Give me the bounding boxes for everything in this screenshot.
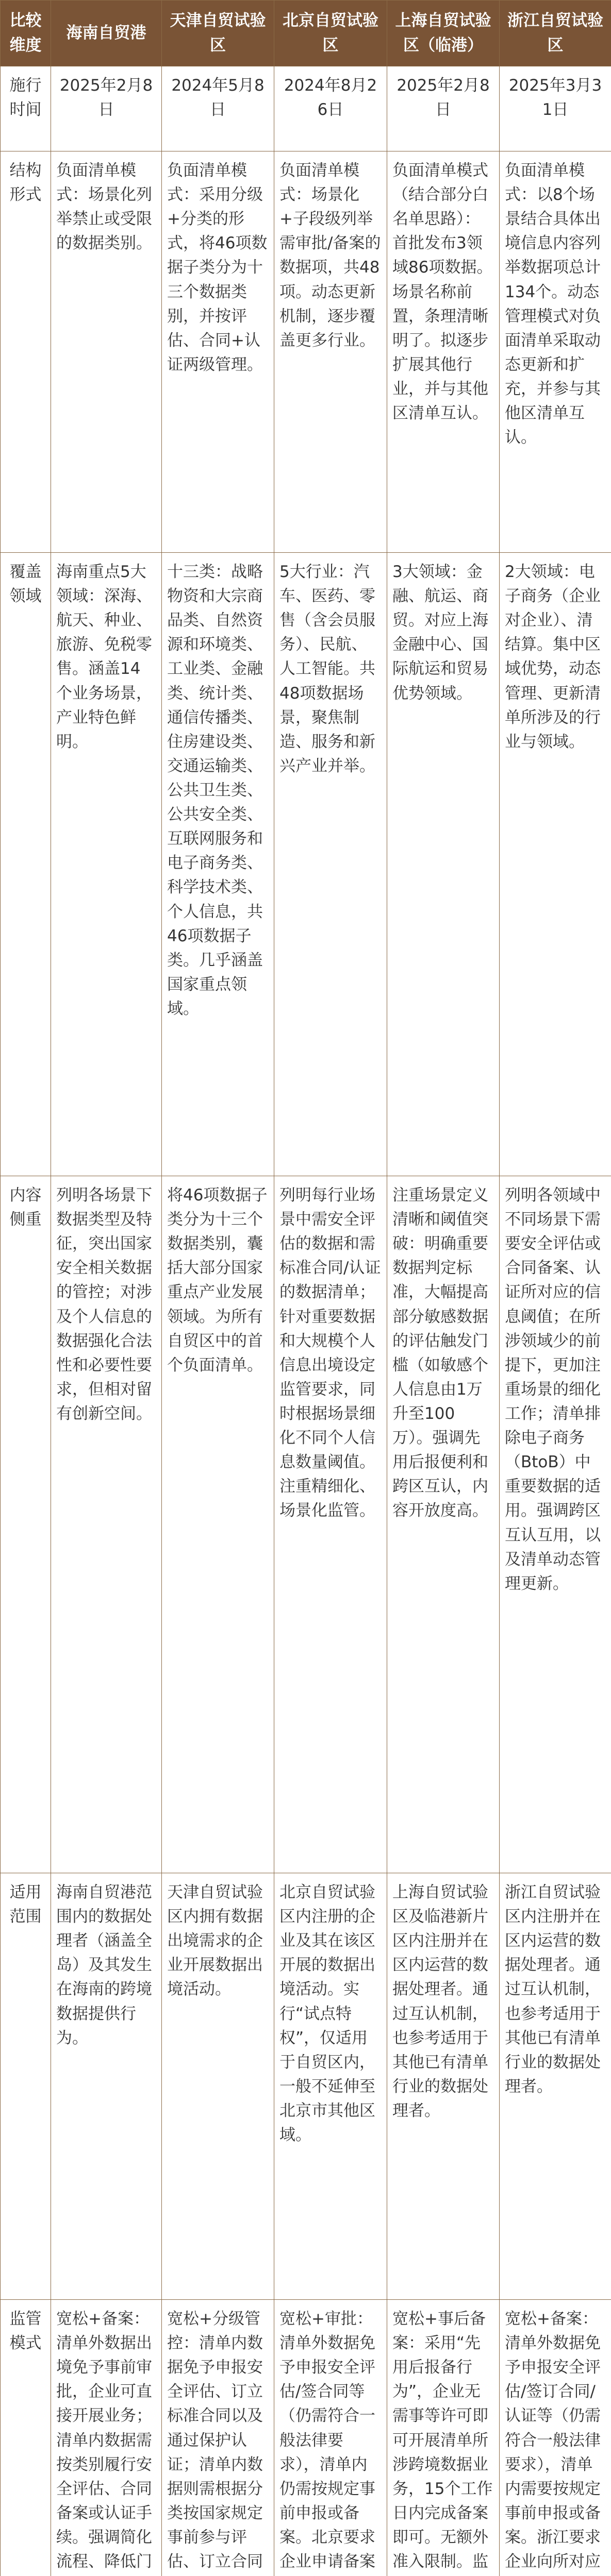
table-cell: 负面清单模式：场景化列举禁止或受限的数据类别。 [51, 151, 162, 553]
header-row [1, 1, 611, 66]
table-cell: 上海自贸试验区及临港新片区内注册并在区内运营的数据处理者。通过互认机制，也参考适用于其他已有清单行业的数据处理者。 [387, 1873, 500, 2300]
table-cell: 注重场景定义清晰和阈值突破：明确重要数据判定标准，大幅提高部分敏感数据的评估触发门槛（如敏感个人信息由1万升至100万）。强调先用后报便利和跨区互认，内容开放度高。 [387, 1176, 500, 1873]
table-cell: 3大领域：金融、航运、商贸。对应上海金融中心、国际航运和贸易优势领域。 [387, 553, 500, 1176]
table-cell: 负面清单模式：场景化+子段级列举需审批/备案的数据项，共48项。动态更新机制，逐步覆盖更多行业。 [274, 151, 387, 553]
header-beijing: 北京自贸试验区 [274, 1, 387, 66]
table-row-content-focus [1, 1176, 611, 1873]
row-label: 覆盖领域 [1, 553, 51, 1176]
table-row-supervision [1, 2300, 611, 2576]
header-shanghai: 上海自贸试验区（临港） [387, 1, 500, 66]
table-cell: 天津自贸试验区内拥有数据出境需求的企业开展数据出境活动。 [162, 1873, 274, 2300]
table-cell: 宽松+备案：清单外数据免予申报安全评估/签订合同/认证等（仍需符合一般法律要求），清单内需要按规定事前申报或备案。浙江要求企业向所对应 [500, 2300, 611, 2576]
row-label: 适用范围 [1, 1873, 51, 2300]
table-row-effective-date [1, 66, 611, 151]
row-label: 内容侧重 [1, 1176, 51, 1873]
table-cell: 十三类：战略物资和大宗商品类、自然资源和环境类、工业类、金融类、统计类、通信传播类、住房建设类、交通运输类、公共卫生类、公共安全类、互联网服务和电子商务类、科学技术类、个人信息，共46项数据子类。几乎涵盖国家重点领域。 [162, 553, 274, 1176]
table-cell: 2025年2月8日 [51, 66, 162, 151]
table-cell: 列明各场景下数据类型及特征，突出国家安全相关数据的管控；对涉及个人信息的数据强化合法性和必要性要求，但相对留有创新空间。 [51, 1176, 162, 1873]
table-cell: 将46项数据子类分为十三个数据类别，囊括大部分国家重点产业发展领域。为所有自贸区中的首个负面清单。 [162, 1176, 274, 1873]
table-cell: 负面清单模式（结合部分白名单思路）：首批发布3领域86项数据。场景名称前置，条理清晰明了。拟逐步扩展其他行业，并与其他区清单互认。 [387, 151, 500, 553]
table-row-coverage [1, 553, 611, 1176]
table-cell: 宽松+事后备案：采用“先用后报备行为”，企业无需事等许可即可开展清单所涉跨境数据业务，15个工作日内完成备案即可。无额外准入限制。监 [387, 2300, 500, 2576]
table-cell: 宽松+分级管控：清单内数据免予申报安全评估、订立标准合同以及通过保护认证；清单内数据则需根据分类按国家规定事前参与评估、订立合同 [162, 2300, 274, 2576]
table-cell: 2大领域：电子商务（企业对企业）、清结算。集中区域优势，动态管理、更新清单所涉及的行业与领域。 [500, 553, 611, 1176]
table-cell: 2025年3月31日 [500, 66, 611, 151]
table-row-scope [1, 1873, 611, 2300]
header-zhejiang: 浙江自贸试验区 [500, 1, 611, 66]
table-cell: 列明每行业场景中需安全评估的数据和需标准合同/认证的数据清单；针对重要数据和大规模个人信息出境设定监管要求，同时根据场景细化不同个人信息数量阈值。注重精细化、场景化监管。 [274, 1176, 387, 1873]
table-cell: 负面清单模式：以8个场景结合具体出境信息内容列举数据项总计134个。动态管理模式对负面清单采取动态更新和扩充，并参与其他区清单互认。 [500, 151, 611, 553]
table-cell: 海南重点5大领域：深海、航天、种业、旅游、免税零售。涵盖14个业务场景，产业特色鲜明。 [51, 553, 162, 1176]
row-label: 结构形式 [1, 151, 51, 553]
table-cell: 宽松+备案：清单外数据出境免予事前审批，企业可直接开展业务；清单内数据需按类别履行安全评估、合同备案或认证手续。强调简化流程、降低门 [51, 2300, 162, 2576]
row-label: 施行时间 [1, 66, 51, 151]
table-cell: 2024年5月8日 [162, 66, 274, 151]
table-row-structure [1, 151, 611, 553]
table-cell: 负面清单模式：采用分级+分类的形式，将46项数据子类分为十三个数据类别，并按评估、合同+认证两级管理。 [162, 151, 274, 553]
table-cell: 海南自贸港范围内的数据处理者（涵盖全岛）及其发生在海南的跨境数据提供行为。 [51, 1873, 162, 2300]
header-dimension: 比较维度 [1, 1, 51, 66]
table-cell: 2025年2月8日 [387, 66, 500, 151]
row-label: 监管模式 [1, 2300, 51, 2576]
table-header [1, 1, 611, 66]
table-cell: 浙江自贸试验区内注册并在区内运营的数据处理者。通过互认机制，也参考适用于其他已有清单行业的数据处理者。 [500, 1873, 611, 2300]
table-cell: 宽松+审批：清单外数据免予申报安全评估/签合同等（仍需符合一般法律要求），清单内仍需按规定事前申报或备案。北京要求企业申请备案 [274, 2300, 387, 2576]
table-cell: 列明各领域中不同场景下需要安全评估或合同备案、认证所对应的信息阈值；在所涉领域少的前提下，更加注重场景的细化工作；清单排除电子商务（BtoB）中重要数据的适用。强调跨区互认互用，以及清单动态管理更新。 [500, 1176, 611, 1873]
header-hainan: 海南自贸港 [51, 1, 162, 66]
table-body [1, 66, 611, 2576]
table-cell: 2024年8月26日 [274, 66, 387, 151]
table-cell: 5大行业：汽车、医药、零售（含会员服务）、民航、人工智能。共48项数据场景，聚焦制造、服务和新兴产业并举。 [274, 553, 387, 1176]
table-cell: 北京自贸试验区内注册的企业及其在该区开展的数据出境活动。实行“试点特权”，仅适用于自贸区内，一般不延伸至北京市其他区域。 [274, 1873, 387, 2300]
header-tianjin: 天津自贸试验区 [162, 1, 274, 66]
